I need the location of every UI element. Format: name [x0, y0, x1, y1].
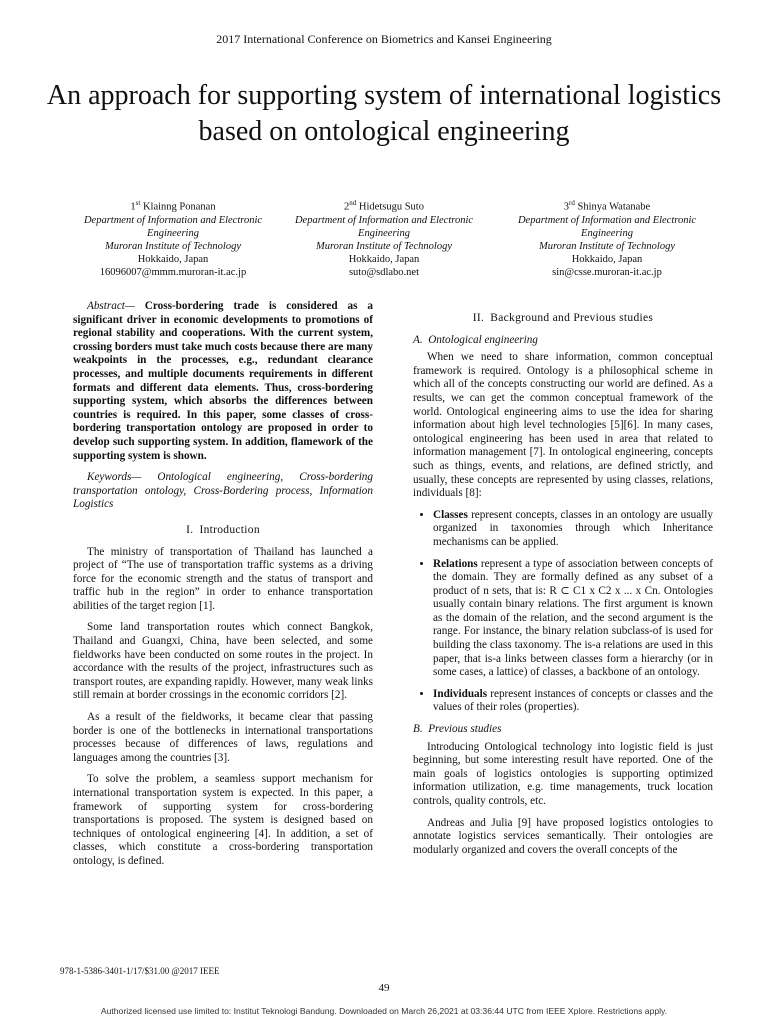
- right-column: [413, 312, 713, 865]
- author-inst: Muroran Institute of Technology: [315, 240, 452, 252]
- paragraph: Some land transportation routes which connect Bangkok, Thailand and Guangxi, China, have been selected, and some fieldworks have been conducted on some routes in the project. In accordance with the results of the project, infrastructures such as transport routes, are expanding rapidly. However, many weak links still remain at border crossings in the economic corridors [2].: [73, 621, 373, 702]
- subsection-heading: B. Previous studies: [413, 723, 502, 736]
- author-email: 16096007@mmm.muroran-it.ac.jp: [99, 266, 247, 278]
- page-number: 49: [378, 982, 390, 994]
- left-column: [73, 300, 373, 877]
- author-location: Hokkaido, Japan: [137, 253, 209, 265]
- author-location: Hokkaido, Japan: [571, 253, 643, 265]
- paragraph: To solve the problem, a seamless support mechanism for international transportation system is expected. In this paper, a framework of supporting system for cross-bordering transportations is proposed. The system is designed based on techniques of ontological engineering [4]. In addition, a set of classes, which constitute a cross-bordering transportation ontology, is defined.: [73, 773, 373, 867]
- author-email: sin@csse.muroran-it.ac.jp: [552, 266, 662, 278]
- paragraph: As a result of the fieldworks, it became clear that passing border is one of the bottlenecks in international transportations processes because of differences of laws, regulations and languages among the countries [3].: [73, 711, 373, 764]
- list-item: • Relations represent a type of association between concepts of the domain. They are formally defined as any subset of a product of n sets, that is: R ⊂ C1 x C2 x ... x Cn. Ontologies usually contain binary relations. The first argument is known as the domain of the relation, and the second argument is the range. For instance, the binary relation subclass-of is used for building the class taxonomy. The is-a relations are used in this paper, that is-a links between classes form a hierarchy (or in some cases, a lattice) of classes, a backbone of an ontology.: [433, 558, 713, 680]
- paragraph: Andreas and Julia [9] have proposed logistics ontologies to annotate logistics services semantically. Their ontologies are modularly organized and covers the overall concepts of the: [413, 816, 713, 856]
- author-block: [497, 197, 717, 279]
- license-notice: Authorized licensed use limited to: Institut Teknologi Bandung. Downloaded on March 26,2021 at 03:36:44 UTC from IEEE Xplore. Restrictions apply.: [100, 1006, 668, 1016]
- author-inst: Muroran Institute of Technology: [538, 240, 675, 252]
- author-dept: Department of Information and Electronic Engineering: [517, 214, 697, 239]
- abstract-label: Abstract—: [87, 300, 135, 312]
- author-block: [274, 197, 494, 279]
- list-item: • Individuals represent instances of concepts or classes and the values of their roles (properties).: [433, 688, 713, 715]
- author-inst: Muroran Institute of Technology: [104, 240, 241, 252]
- author-name: 2nd Hidetsugu Suto: [344, 199, 424, 213]
- paragraph: When we need to share information, common conceptual framework is required. Ontology is a philosophical scheme in which all of the concepts constructing our world are defined. As a results, we can get the common conceptual framework of the world. Ontological engineering aims to use the idea for sharing information about high level technologies [5][6]. In many cases, ontological engineering has been used in area that related to information management [7]. In ontological engineering, concepts such as things, events, and relations, are defined strictly, and usually, these concepts are represented by using classes, relations, individuals [8]:: [413, 351, 713, 500]
- author-block: [63, 197, 283, 279]
- conference-header: 2017 International Conference on Biometrics and Kansei Engineering: [216, 32, 552, 46]
- paragraph: The ministry of transportation of Thailand has launched a project of “The use of transportation traffic systems as a driving force for the economic strength and the status of transport and traffic hub in the region” in order to enhance transportation abilities of the target region [1].: [73, 545, 373, 612]
- author-name: 1st Klainng Ponanan: [130, 199, 216, 213]
- author-location: Hokkaido, Japan: [348, 253, 420, 265]
- author-name: 3rd Shinya Watanabe: [563, 199, 651, 213]
- section-heading-background: II. Background and Previous studies: [472, 312, 654, 324]
- author-dept: Department of Information and Electronic Engineering: [83, 214, 263, 239]
- abstract: [73, 300, 373, 463]
- subsection-heading: A. Ontological engineering: [413, 333, 538, 346]
- paper-title: An approach for supporting system of international logistics based on ontological engineering: [46, 80, 722, 147]
- list-item: • Classes represent concepts, classes in an ontology are usually organized in taxonomies through which Inheritance mechanisms can be applied.: [433, 509, 713, 550]
- paragraph: Introducing Ontological technology into logistic field is just beginning, but some interesting result have reported. One of the main goals of logistics ontologies is supporting optimized information utilization, e.g. time managements, truck location controls, quality controls, etc.: [413, 740, 713, 807]
- section-heading-introduction: I. Introduction: [186, 523, 260, 536]
- author-dept: Department of Information and Electronic Engineering: [294, 214, 474, 239]
- author-email: suto@sdlabo.net: [348, 266, 420, 278]
- keywords: Keywords— Ontological engineering, Cross-bordering transportation ontology, Cross-Bordering process, Information Logistics: [73, 471, 373, 511]
- isbn-footer: 978-1-5386-3401-1/17/$31.00 @2017 IEEE: [60, 966, 220, 976]
- abstract-text: Cross-bordering trade is considered as a significant driver in economic developments to promotions of regional stability and cooperations. With the current system, crossing borders must take much costs because there are many weakpoints in the processes, e.g., redundant clearance processes, and multiple documents requirements in different formats and different data elements. Thus, cross-bordering supporting system, which absorbs the differences between countries is required. In this paper, some classes of cross-bordering transportation ontology are proposed in order to develop such supporting system. In addition, flamework of the supporting system is shown.: [73, 300, 374, 462]
- bullet-list: [413, 509, 713, 715]
